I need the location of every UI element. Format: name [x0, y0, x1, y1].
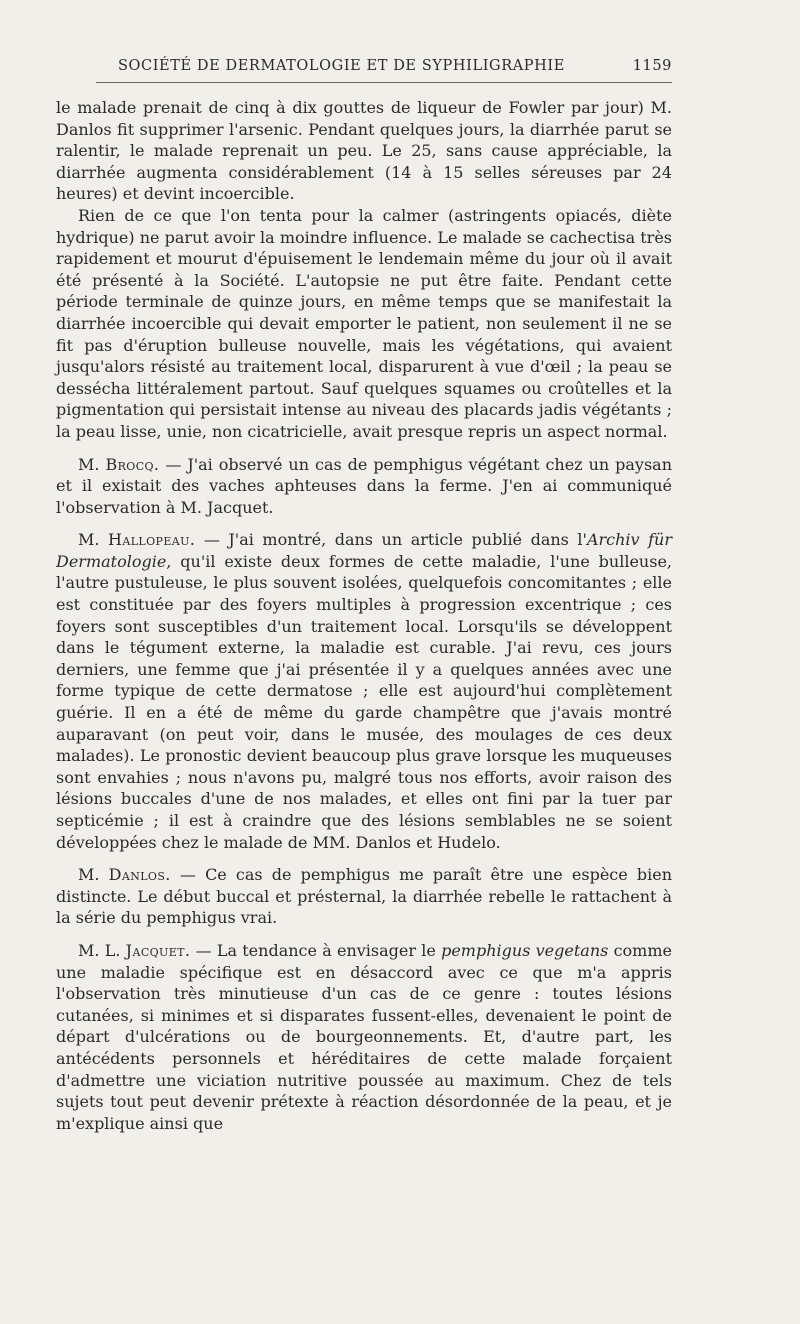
speaker-name: Brocq. [105, 454, 160, 474]
running-title: SOCIÉTÉ DE DERMATOLOGIE ET DE SYPHILIGRAPHIE [118, 58, 565, 74]
paragraph-danlos [56, 864, 672, 929]
speaker-name: Danlos. [108, 865, 171, 885]
paragraph-danlos-text: — Ce cas de pemphigus me paraît être une espèce bien distincte. Le début buccal et présternal, la diarrhée rebelle le rattachent à la série du pemphigus vrai. [56, 865, 672, 928]
paragraph-1 [56, 97, 672, 205]
paragraph-brocq-text: — J'ai observé un cas de pemphigus végétant chez un paysan et il existait des vaches aphteuses dans la ferme. J'en ai communiqué l'observation à M. Jacquet. [56, 454, 673, 517]
paragraph-2-text: Rien de ce que l'on tenta pour la calmer (astringents opiacés, diète hydrique) ne parut avoir la moindre influence. Le malade se cachectisa très rapidement et mourut d'épuisement le lendemain même du jour où il avait été présenté à la Société. L'autopsie ne put être faite. Pendant cette période terminale de quinze jours, en même temps que se manifestait la diarrhée incoercible qui devait emporter le patient, non seulement il ne se fit pas d'éruption bulleuse nouvelle, mais les végétations, qui avaient jusqu'alors résisté au traitement local, disparurent à vue d'œil ; la peau se dessécha littéralement partout. Sauf quelques squames ou croûtelles et la pigmentation qui persistait intense au niveau des placards jadis végétants ; la peau lisse, unie, non cicatricielle, avait presque repris un aspect normal. [56, 205, 672, 441]
paragraph-brocq [56, 454, 672, 519]
disease-term: pemphigus vegetans [441, 940, 609, 960]
speaker-name: Jacquet. [125, 940, 191, 960]
paragraph-jacquet-text-a: — La tendance à envisager le [190, 940, 442, 960]
speaker-prefix: M. L. [78, 940, 126, 960]
page-number: 1159 [632, 58, 672, 74]
speaker-prefix: M. [78, 530, 109, 550]
paragraph-hallopeau [56, 529, 672, 853]
paragraph-jacquet-text-b: comme une maladie spécifique est en désaccord avec ce que m'a appris l'observation très minutieuse d'un cas de ce genre : toutes lésions cutanées, si minimes et si disparates fussent-elles, devenaient le point de départ d'ulcérations ou de bourgeonnements. Et, d'autre part, les antécédents personnels et héréditaires de cette malade forçaient d'admettre une viciation nutritive poussée au maximum. Chez de tels sujets tout peut devenir prétexte à réaction désordonnée de la peau, et je m'explique ainsi que [56, 940, 672, 1133]
speaker-name: Hallopeau. [108, 530, 196, 550]
page-header [56, 58, 672, 82]
paragraph-jacquet [56, 940, 672, 1134]
paragraph-hallopeau-text-b: , qu'il existe deux formes de cette maladie, l'une bulleuse, l'autre pustuleuse, le plus souvent isolées, quelquefois concomitantes ; elle est constituée par des foyers multiples à progression excentrique ; ces foyers sont susceptibles d'un traitement local. Lorsqu'ils se développent dans le tégument externe, la maladie est curable. J'ai revu, ces jours derniers, une femme que j'ai présentée il y a quelques années avec une forme typique de cette dermatose ; elle est aujourd'hui complètement guérie. Il en a été de même du garde champêtre que j'avais montré auparavant (on peut voir, dans le musée, des moulages de ces deux malades). Le pronostic devient beaucoup plus grave lorsque les muqueuses sont envahies ; nous n'avons pu, malgré tous nos efforts, avoir raison des lésions buccales d'une de nos malades, et elles ont fini par la tuer par septicémie ; il est à craindre que des lésions semblables ne se soient développées chez le malade de MM. Danlos et Hudelo. [56, 551, 672, 852]
speaker-prefix: M. [78, 454, 106, 474]
body-text [56, 97, 672, 1134]
journal-title: Archiv für Dermatologie [56, 530, 673, 571]
paragraph-2 [56, 205, 672, 443]
paragraph-1-text: le malade prenait de cinq à dix gouttes de liqueur de Fowler par jour) M. Danlos fit supprimer l'arsenic. Pendant quelques jours, la diarrhée parut se ralentir, le malade reprenait un peu. Le 25, sans cause appréciable, la diarrhée augmenta considérablement (14 à 15 selles séreuses par 24 heures) et devint incoercible. [56, 98, 672, 204]
document-page [56, 58, 672, 1134]
paragraph-hallopeau-text-a: — J'ai montré, dans un article publié dans l' [195, 530, 587, 550]
header-rule [96, 82, 672, 83]
speaker-prefix: M. [78, 865, 109, 885]
